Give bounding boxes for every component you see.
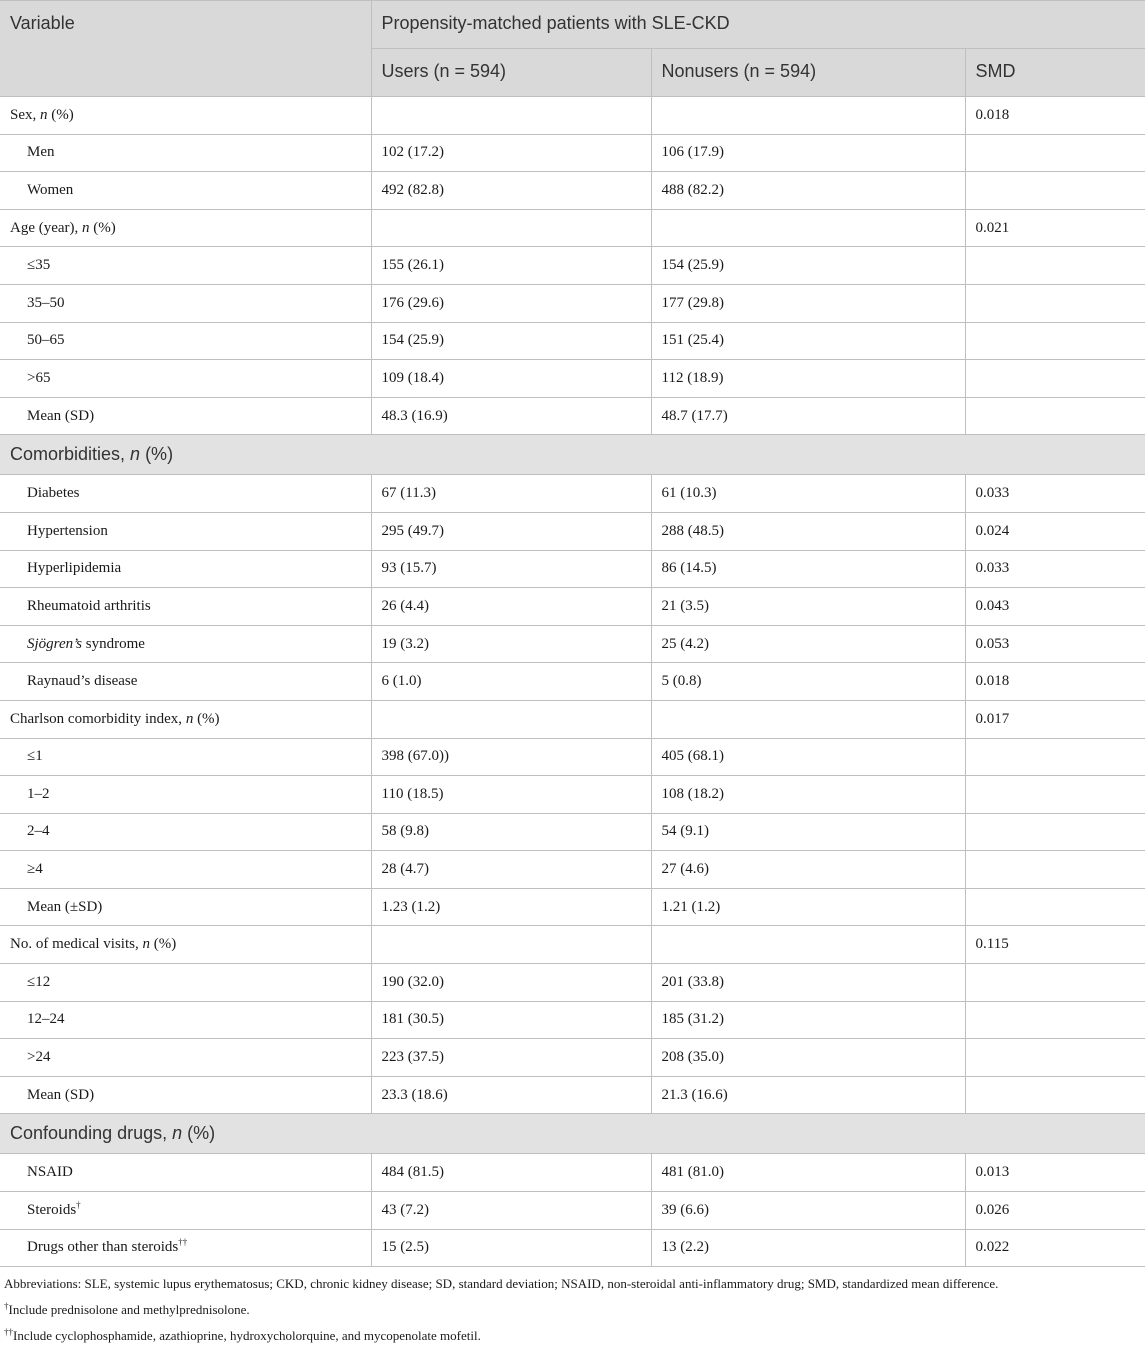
table-row bbox=[0, 512, 1145, 550]
cell-nonusers: 86 (14.5) bbox=[651, 550, 965, 588]
table-row bbox=[0, 588, 1145, 626]
table-row bbox=[0, 172, 1145, 210]
cell-smd: 0.017 bbox=[965, 700, 1145, 738]
footnote-1-text: Include prednisolone and methylprednisolone. bbox=[8, 1302, 250, 1318]
row-label: Mean (SD) bbox=[0, 1076, 371, 1114]
cell-smd bbox=[965, 284, 1145, 322]
cell-nonusers: 54 (9.1) bbox=[651, 813, 965, 851]
cell-users: 6 (1.0) bbox=[371, 663, 651, 701]
row-label: Men bbox=[0, 134, 371, 172]
cell-nonusers: 201 (33.8) bbox=[651, 964, 965, 1002]
table-row bbox=[0, 926, 1145, 964]
table-row bbox=[0, 397, 1145, 435]
cell-smd bbox=[965, 776, 1145, 814]
cell-nonusers bbox=[651, 209, 965, 247]
table-row bbox=[0, 1229, 1145, 1267]
cell-users: 110 (18.5) bbox=[371, 776, 651, 814]
cell-users: 26 (4.4) bbox=[371, 588, 651, 626]
header-users: Users (n = 594) bbox=[371, 49, 651, 97]
cell-smd: 0.053 bbox=[965, 625, 1145, 663]
cell-nonusers: 21.3 (16.6) bbox=[651, 1076, 965, 1114]
row-label: Hyperlipidemia bbox=[0, 550, 371, 588]
cell-nonusers: 5 (0.8) bbox=[651, 663, 965, 701]
cell-users: 109 (18.4) bbox=[371, 360, 651, 398]
cell-nonusers: 112 (18.9) bbox=[651, 360, 965, 398]
cell-smd: 0.024 bbox=[965, 512, 1145, 550]
row-label: Diabetes bbox=[0, 475, 371, 513]
row-label: No. of medical visits, n (%) bbox=[0, 926, 371, 964]
table-row bbox=[0, 888, 1145, 926]
cell-nonusers: 21 (3.5) bbox=[651, 588, 965, 626]
footnote-2-mark: †† bbox=[4, 1327, 13, 1338]
row-label: Mean (SD) bbox=[0, 397, 371, 435]
cell-nonusers: 208 (35.0) bbox=[651, 1039, 965, 1077]
row-label: ≤35 bbox=[0, 247, 371, 285]
table-row bbox=[0, 1076, 1145, 1114]
cell-smd: 0.033 bbox=[965, 475, 1145, 513]
cell-nonusers: 488 (82.2) bbox=[651, 172, 965, 210]
table-body bbox=[0, 97, 1145, 1267]
header-variable: Variable bbox=[0, 1, 371, 97]
footnote-2 bbox=[4, 1321, 1141, 1347]
cell-users: 176 (29.6) bbox=[371, 284, 651, 322]
footnote-abbreviations: Abbreviations: SLE, systemic lupus erythematosus; CKD, chronic kidney disease; SD, standard deviation; NSAID, non-steroidal anti-inflammatory drug; SMD, standardized mean difference. bbox=[4, 1276, 999, 1292]
cell-users: 19 (3.2) bbox=[371, 625, 651, 663]
section-row bbox=[0, 1114, 1145, 1154]
cell-users: 15 (2.5) bbox=[371, 1229, 651, 1267]
cell-nonusers: 13 (2.2) bbox=[651, 1229, 965, 1267]
cell-smd bbox=[965, 1039, 1145, 1077]
cell-nonusers: 108 (18.2) bbox=[651, 776, 965, 814]
cell-nonusers: 288 (48.5) bbox=[651, 512, 965, 550]
footnotes bbox=[0, 1267, 1145, 1347]
table-row bbox=[0, 1192, 1145, 1230]
table-row bbox=[0, 550, 1145, 588]
cell-users: 1.23 (1.2) bbox=[371, 888, 651, 926]
cell-users: 492 (82.8) bbox=[371, 172, 651, 210]
row-label: Hypertension bbox=[0, 512, 371, 550]
table-row bbox=[0, 97, 1145, 135]
table-row bbox=[0, 322, 1145, 360]
cell-nonusers bbox=[651, 97, 965, 135]
cell-nonusers: 151 (25.4) bbox=[651, 322, 965, 360]
cell-nonusers: 106 (17.9) bbox=[651, 134, 965, 172]
cell-smd bbox=[965, 1001, 1145, 1039]
row-label: Age (year), n (%) bbox=[0, 209, 371, 247]
table-row bbox=[0, 663, 1145, 701]
cell-users: 154 (25.9) bbox=[371, 322, 651, 360]
cell-smd: 0.043 bbox=[965, 588, 1145, 626]
row-label: 1–2 bbox=[0, 776, 371, 814]
cell-users: 190 (32.0) bbox=[371, 964, 651, 1002]
cell-users: 484 (81.5) bbox=[371, 1154, 651, 1192]
cell-nonusers: 25 (4.2) bbox=[651, 625, 965, 663]
table-row bbox=[0, 813, 1145, 851]
cell-nonusers: 27 (4.6) bbox=[651, 851, 965, 889]
row-label: Charlson comorbidity index, n (%) bbox=[0, 700, 371, 738]
cell-smd bbox=[965, 964, 1145, 1002]
cell-nonusers: 48.7 (17.7) bbox=[651, 397, 965, 435]
cell-smd: 0.021 bbox=[965, 209, 1145, 247]
row-label: Rheumatoid arthritis bbox=[0, 588, 371, 626]
cell-nonusers: 61 (10.3) bbox=[651, 475, 965, 513]
table-row bbox=[0, 475, 1145, 513]
cell-smd bbox=[965, 738, 1145, 776]
header-group: Propensity-matched patients with SLE-CKD bbox=[371, 1, 1145, 49]
row-label: >65 bbox=[0, 360, 371, 398]
row-label: Sjögren’s syndrome bbox=[0, 625, 371, 663]
table-row bbox=[0, 1001, 1145, 1039]
cell-users bbox=[371, 926, 651, 964]
table-row bbox=[0, 738, 1145, 776]
cell-smd bbox=[965, 851, 1145, 889]
row-label: 50–65 bbox=[0, 322, 371, 360]
cell-smd: 0.018 bbox=[965, 663, 1145, 701]
cell-smd bbox=[965, 397, 1145, 435]
cell-smd bbox=[965, 247, 1145, 285]
table-row bbox=[0, 284, 1145, 322]
cell-users: 181 (30.5) bbox=[371, 1001, 651, 1039]
row-label: 2–4 bbox=[0, 813, 371, 851]
cell-nonusers bbox=[651, 700, 965, 738]
cell-nonusers: 481 (81.0) bbox=[651, 1154, 965, 1192]
table-row bbox=[0, 209, 1145, 247]
row-label: 35–50 bbox=[0, 284, 371, 322]
row-label: Comorbidities, n (%) bbox=[0, 435, 1145, 475]
row-label: NSAID bbox=[0, 1154, 371, 1192]
cell-users bbox=[371, 700, 651, 738]
row-label: 12–24 bbox=[0, 1001, 371, 1039]
cell-users: 398 (67.0)) bbox=[371, 738, 651, 776]
cell-nonusers: 177 (29.8) bbox=[651, 284, 965, 322]
cell-smd bbox=[965, 888, 1145, 926]
table-row bbox=[0, 1154, 1145, 1192]
footnote-1-mark: † bbox=[4, 1301, 9, 1312]
row-label: Raynaud’s disease bbox=[0, 663, 371, 701]
table-row bbox=[0, 776, 1145, 814]
row-label: Women bbox=[0, 172, 371, 210]
row-label: Steroids† bbox=[0, 1192, 371, 1230]
cell-users: 295 (49.7) bbox=[371, 512, 651, 550]
row-label: >24 bbox=[0, 1039, 371, 1077]
cell-smd: 0.026 bbox=[965, 1192, 1145, 1230]
footnote-1 bbox=[4, 1295, 1141, 1321]
cell-nonusers: 1.21 (1.2) bbox=[651, 888, 965, 926]
cell-users: 155 (26.1) bbox=[371, 247, 651, 285]
header-nonusers: Nonusers (n = 594) bbox=[651, 49, 965, 97]
cell-smd: 0.022 bbox=[965, 1229, 1145, 1267]
cell-users: 67 (11.3) bbox=[371, 475, 651, 513]
cell-users: 223 (37.5) bbox=[371, 1039, 651, 1077]
cell-users: 43 (7.2) bbox=[371, 1192, 651, 1230]
cell-users: 28 (4.7) bbox=[371, 851, 651, 889]
table-row bbox=[0, 360, 1145, 398]
cell-users: 23.3 (18.6) bbox=[371, 1076, 651, 1114]
row-label: ≤1 bbox=[0, 738, 371, 776]
table-row bbox=[0, 851, 1145, 889]
section-row bbox=[0, 435, 1145, 475]
cell-smd: 0.033 bbox=[965, 550, 1145, 588]
table-row bbox=[0, 1039, 1145, 1077]
cell-nonusers: 185 (31.2) bbox=[651, 1001, 965, 1039]
cell-smd: 0.115 bbox=[965, 926, 1145, 964]
cell-smd bbox=[965, 134, 1145, 172]
table-row bbox=[0, 700, 1145, 738]
cell-smd: 0.018 bbox=[965, 97, 1145, 135]
cell-smd bbox=[965, 360, 1145, 398]
cell-nonusers: 39 (6.6) bbox=[651, 1192, 965, 1230]
cell-users: 102 (17.2) bbox=[371, 134, 651, 172]
table-row bbox=[0, 247, 1145, 285]
row-label: ≥4 bbox=[0, 851, 371, 889]
row-label: Drugs other than steroids†† bbox=[0, 1229, 371, 1267]
cell-users bbox=[371, 97, 651, 135]
row-label: Confounding drugs, n (%) bbox=[0, 1114, 1145, 1154]
cell-smd: 0.013 bbox=[965, 1154, 1145, 1192]
cell-nonusers: 154 (25.9) bbox=[651, 247, 965, 285]
header-smd: SMD bbox=[965, 49, 1145, 97]
cell-smd bbox=[965, 322, 1145, 360]
footnote-2-text: Include cyclophosphamide, azathioprine, hydroxycholorquine, and mycopenolate mofetil. bbox=[13, 1328, 481, 1344]
cell-smd bbox=[965, 1076, 1145, 1114]
row-label: Sex, n (%) bbox=[0, 97, 371, 135]
cell-nonusers bbox=[651, 926, 965, 964]
cell-smd bbox=[965, 172, 1145, 210]
row-label: Mean (±SD) bbox=[0, 888, 371, 926]
table-row bbox=[0, 625, 1145, 663]
cell-smd bbox=[965, 813, 1145, 851]
cell-users: 58 (9.8) bbox=[371, 813, 651, 851]
cell-users bbox=[371, 209, 651, 247]
cell-users: 48.3 (16.9) bbox=[371, 397, 651, 435]
row-label: ≤12 bbox=[0, 964, 371, 1002]
table-row bbox=[0, 964, 1145, 1002]
cell-users: 93 (15.7) bbox=[371, 550, 651, 588]
table-row bbox=[0, 134, 1145, 172]
cell-nonusers: 405 (68.1) bbox=[651, 738, 965, 776]
